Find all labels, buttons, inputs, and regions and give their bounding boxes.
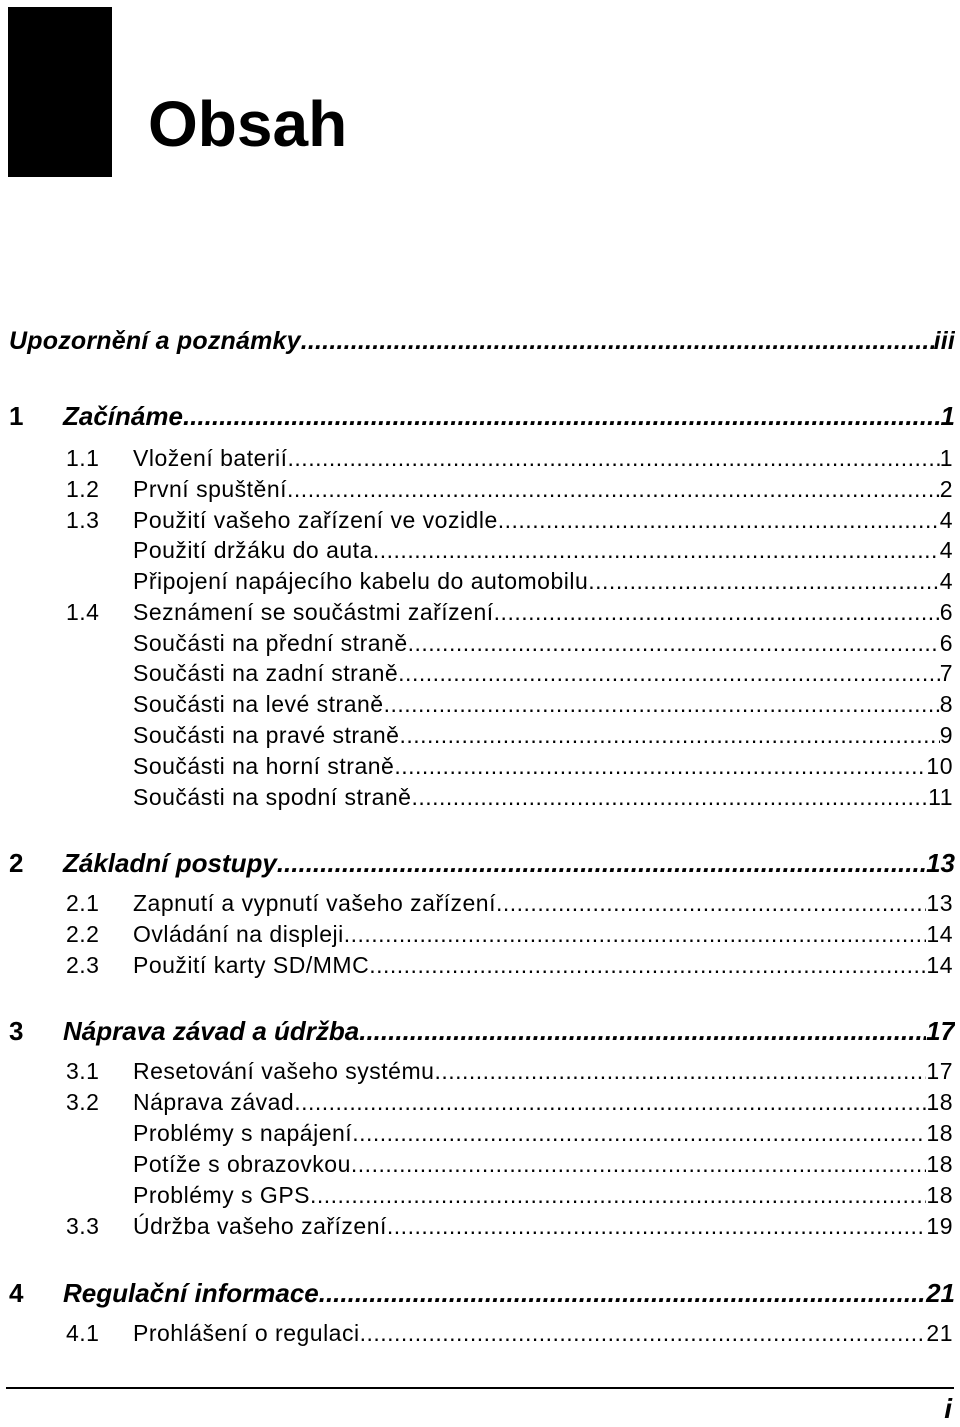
toc-subentry[interactable] — [133, 782, 953, 812]
toc-section-number: 2.1 — [66, 890, 100, 916]
page-title: Obsah — [148, 88, 348, 160]
toc-entry-preface[interactable] — [9, 325, 955, 357]
dot-leader — [360, 1318, 927, 1348]
dot-leader — [301, 325, 934, 357]
dot-leader — [398, 658, 940, 688]
toc-subentry-label: Součásti na zadní straně — [133, 660, 399, 686]
toc-section-label: Prohlášení o regulaci — [133, 1320, 360, 1346]
toc-section-page: 4 — [939, 507, 953, 533]
toc-section-page: 14 — [926, 952, 953, 978]
toc-section-number: 3.1 — [66, 1058, 100, 1084]
dot-leader — [408, 628, 940, 658]
dot-leader — [369, 950, 926, 980]
toc-section-number: 1.3 — [66, 507, 100, 533]
toc-chapter-page: 21 — [926, 1278, 955, 1308]
toc-subentry[interactable] — [133, 689, 953, 719]
toc-section-page: 18 — [926, 1089, 953, 1115]
toc-section[interactable] — [66, 474, 953, 504]
toc-chapter-label: Začínáme — [63, 401, 183, 431]
toc-section-page: 19 — [926, 1213, 953, 1239]
toc-section-label: Náprava závad — [133, 1089, 295, 1115]
toc-section[interactable] — [66, 1056, 953, 1086]
toc-subentry-label: Problémy s napájení — [133, 1120, 353, 1146]
toc-section-page: 13 — [926, 890, 953, 916]
toc-section[interactable] — [66, 505, 953, 535]
toc-chapter-number: 2 — [9, 848, 24, 878]
toc-section-number: 3.3 — [66, 1213, 100, 1239]
toc-subentry-label: Součásti na spodní straně — [133, 784, 412, 810]
footer-rule — [6, 1387, 954, 1389]
toc-section-label: První spuštění — [133, 476, 288, 502]
dot-leader — [373, 535, 940, 565]
dot-leader — [394, 751, 926, 781]
dot-leader — [351, 1149, 927, 1179]
toc-section[interactable] — [66, 443, 953, 473]
toc-chapter-number: 1 — [9, 401, 24, 431]
toc-subentry-page: 8 — [939, 691, 953, 717]
toc-section[interactable] — [66, 888, 953, 918]
toc-section-label: Údržba vašeho zařízení — [133, 1213, 387, 1239]
dot-leader — [319, 1276, 926, 1310]
toc-section-label: Ovládání na displeji — [133, 921, 344, 947]
dot-leader — [352, 1118, 926, 1148]
toc-subentry-page: 4 — [939, 568, 953, 594]
dot-leader — [344, 919, 927, 949]
toc-section-number: 1.4 — [66, 599, 100, 625]
toc-chapter-number: 4 — [9, 1278, 24, 1308]
toc-section-page: 14 — [926, 921, 953, 947]
toc-section-label: Resetování vašeho systému — [133, 1058, 435, 1084]
toc-section[interactable] — [66, 919, 953, 949]
toc-chapter-page: 17 — [926, 1016, 955, 1046]
toc-subentry[interactable] — [133, 658, 953, 688]
toc-subentry[interactable] — [133, 1149, 953, 1179]
toc-subentry-page: 9 — [939, 722, 953, 748]
toc-section-page: 21 — [926, 1320, 953, 1346]
dot-leader — [399, 720, 939, 750]
toc-subentry[interactable] — [133, 1118, 953, 1148]
toc-section-label: Použití vašeho zařízení ve vozidle — [133, 507, 498, 533]
toc-subentry-page: 10 — [926, 753, 953, 779]
toc-entry-label: Upozornění a poznámky — [9, 327, 301, 355]
chapter-tab-block — [8, 7, 112, 177]
toc-subentry-label: Součásti na pravé straně — [133, 722, 400, 748]
toc-section[interactable] — [66, 1087, 953, 1117]
toc-subentry-label: Součásti na horní straně — [133, 753, 395, 779]
toc-entry-page: iii — [933, 327, 955, 355]
toc-subentry-label: Součásti na přední straně — [133, 630, 408, 656]
toc-subentry-page: 7 — [939, 660, 953, 686]
toc-chapter-4[interactable] — [9, 1276, 955, 1310]
toc-chapter-1[interactable] — [9, 399, 955, 433]
toc-chapter-label: Regulační informace — [63, 1278, 319, 1308]
toc-chapter-label: Základní postupy — [63, 848, 277, 878]
toc-section-page: 1 — [939, 445, 953, 471]
dot-leader — [359, 1014, 926, 1048]
toc-chapter-page: 13 — [926, 848, 955, 878]
toc-subentry-label: Součásti na levé straně — [133, 691, 384, 717]
toc-section-number: 2.2 — [66, 921, 100, 947]
dot-leader — [387, 1211, 927, 1241]
toc-subentry-label: Problémy s GPS — [133, 1182, 310, 1208]
toc-section-number: 1.1 — [66, 445, 100, 471]
toc-subentry[interactable] — [133, 720, 953, 750]
toc-subentry-label: Použití držáku do auta — [133, 537, 373, 563]
toc-section-label: Vložení baterií — [133, 445, 288, 471]
dot-leader — [277, 846, 926, 880]
toc-section-number: 4.1 — [66, 1320, 100, 1346]
toc-subentry[interactable] — [133, 1180, 953, 1210]
toc-chapter-number: 3 — [9, 1016, 24, 1046]
dot-leader — [287, 474, 940, 504]
dot-leader — [288, 443, 940, 473]
toc-chapter-page: 1 — [940, 401, 955, 431]
toc-subentry-page: 11 — [928, 784, 953, 810]
toc-section[interactable] — [66, 950, 953, 980]
footer-page-number: i — [944, 1393, 952, 1424]
toc-section-page: 2 — [939, 476, 953, 502]
dot-leader — [310, 1180, 926, 1210]
toc-section-label: Použití karty SD/MMC — [133, 952, 370, 978]
toc-section-number: 3.2 — [66, 1089, 100, 1115]
toc-subentry-page: 18 — [926, 1182, 953, 1208]
toc-section-number: 2.3 — [66, 952, 100, 978]
toc-chapter-label: Náprava závad a údržba — [63, 1016, 360, 1046]
toc-section-label: Zapnutí a vypnutí vašeho zařízení — [133, 890, 496, 916]
toc-subentry[interactable] — [133, 535, 953, 565]
toc-section-label: Seznámení se součástmi zařízení — [133, 599, 494, 625]
dot-leader — [183, 399, 941, 433]
dot-leader — [384, 689, 940, 719]
toc-subentry-page: 4 — [939, 537, 953, 563]
toc-section-page: 6 — [939, 599, 953, 625]
toc-chapter-3[interactable] — [9, 1014, 955, 1048]
toc-section-page: 17 — [926, 1058, 953, 1084]
toc-subentry[interactable] — [133, 628, 953, 658]
toc-subentry[interactable] — [133, 566, 953, 596]
dot-leader — [496, 888, 926, 918]
toc-subentry-label: Připojení napájecího kabelu do automobilu — [133, 568, 589, 594]
toc-subentry-page: 18 — [926, 1120, 953, 1146]
dot-leader — [294, 1087, 926, 1117]
toc-section[interactable] — [66, 1211, 953, 1241]
dot-leader — [411, 782, 928, 812]
toc-subentry-page: 18 — [926, 1151, 953, 1177]
toc-chapter-2[interactable] — [9, 846, 955, 880]
toc-section-number: 1.2 — [66, 476, 100, 502]
toc-section[interactable] — [66, 1318, 953, 1348]
toc-section[interactable] — [66, 597, 953, 627]
dot-leader — [494, 597, 940, 627]
dot-leader — [434, 1056, 926, 1086]
toc-subentry[interactable] — [133, 751, 953, 781]
dot-leader — [498, 505, 940, 535]
toc-subentry-page: 6 — [939, 630, 953, 656]
toc-subentry-label: Potíže s obrazovkou — [133, 1151, 351, 1177]
dot-leader — [588, 566, 939, 596]
